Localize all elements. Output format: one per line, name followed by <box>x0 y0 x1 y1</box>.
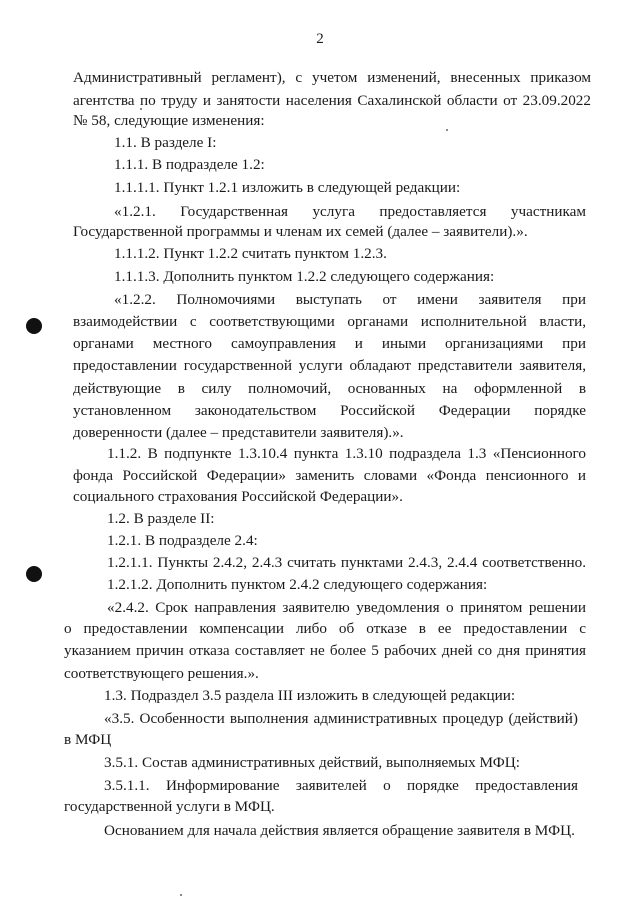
body-line: 1.2.1.2. Дополнить пунктом 2.4.2 следующего содержания: <box>107 576 488 593</box>
body-line: социального страхования Российской Федерации». <box>73 488 403 505</box>
section-heading: 1.2. В разделе II: <box>107 510 215 527</box>
body-line: № 58, следующие изменения: <box>73 112 265 129</box>
quote-line: «1.2.2. Полномочиями выступать от имени заявителя при <box>114 291 586 308</box>
body-line: 1.3. Подраздел 3.5 раздела III изложить в следующей редакции: <box>104 687 516 704</box>
scan-speck <box>180 894 182 896</box>
section-heading: 1.1. В разделе I: <box>114 134 217 151</box>
quote-line: «1.2.1. Государственная услуга предоставляется участникам <box>114 203 586 220</box>
binder-hole-mark <box>26 318 42 334</box>
quote-line: «3.5. Особенности выполнения административных процедур (действий) <box>104 710 578 727</box>
quote-line: указанием причин отказа составляет не более 5 рабочих дней со дня принятия <box>64 642 586 659</box>
page-number: 2 <box>316 31 324 47</box>
body-line: агентства по труду и занятости населения Сахалинской области от 23.09.2022 <box>73 92 591 109</box>
body-line: Основанием для начала действия является обращение заявителя в МФЦ. <box>104 822 575 839</box>
body-line: 1.1.2. В подпункте 1.3.10.4 пункта 1.3.10 подраздела 1.3 «Пенсионного <box>107 445 586 462</box>
scan-speck <box>446 129 448 131</box>
quote-line: доверенности (далее – представители заявителя).». <box>73 424 404 441</box>
quote-line: органами местного самоуправления и иными организациями при <box>73 335 586 352</box>
binder-hole-mark <box>26 566 42 582</box>
body-line: 1.2.1.1. Пункты 2.4.2, 2.4.3 считать пунктами 2.4.3, 2.4.4 соответственно. <box>107 554 586 571</box>
body-line: 3.5.1.1. Информирование заявителей о порядке предоставления <box>104 777 578 794</box>
subsection-heading: 1.1.1. В подразделе 1.2: <box>114 156 265 173</box>
quote-line: «2.4.2. Срок направления заявителю уведомления о принятом решении <box>107 599 586 616</box>
body-line: 1.1.1.1. Пункт 1.2.1 изложить в следующей редакции: <box>114 179 461 196</box>
body-line: государственной услуги в МФЦ. <box>64 798 275 815</box>
quote-line: установленном законодательством Российской Федерации порядке <box>73 402 586 419</box>
quote-line: соответствующего решения.». <box>64 665 259 682</box>
body-line: Административный регламент), с учетом изменений, внесенных приказом <box>73 69 591 86</box>
quote-line: в МФЦ <box>64 731 112 748</box>
quote-line: Государственной программы и членам их семей (далее – заявители).». <box>73 223 528 240</box>
body-line: 1.1.1.3. Дополнить пунктом 1.2.2 следующего содержания: <box>114 268 495 285</box>
body-line: 1.1.1.2. Пункт 1.2.2 считать пунктом 1.2.3. <box>114 245 387 262</box>
body-line: 3.5.1. Состав административных действий, выполняемых МФЦ: <box>104 754 520 771</box>
quote-line: действующие в силу полномочий, основанных на оформленной в <box>73 380 586 397</box>
quote-line: предоставлении государственной услуги обладают представители заявителя, <box>73 357 586 374</box>
quote-line: о предоставлении компенсации либо об отказе в ее предоставлении с <box>64 620 586 637</box>
body-line: фонда Российской Федерации» заменить словами «Фонда пенсионного и <box>73 467 586 484</box>
quote-line: взаимодействии с соответствующими органами исполнительной власти, <box>73 313 586 330</box>
subsection-heading: 1.2.1. В подразделе 2.4: <box>107 532 258 549</box>
